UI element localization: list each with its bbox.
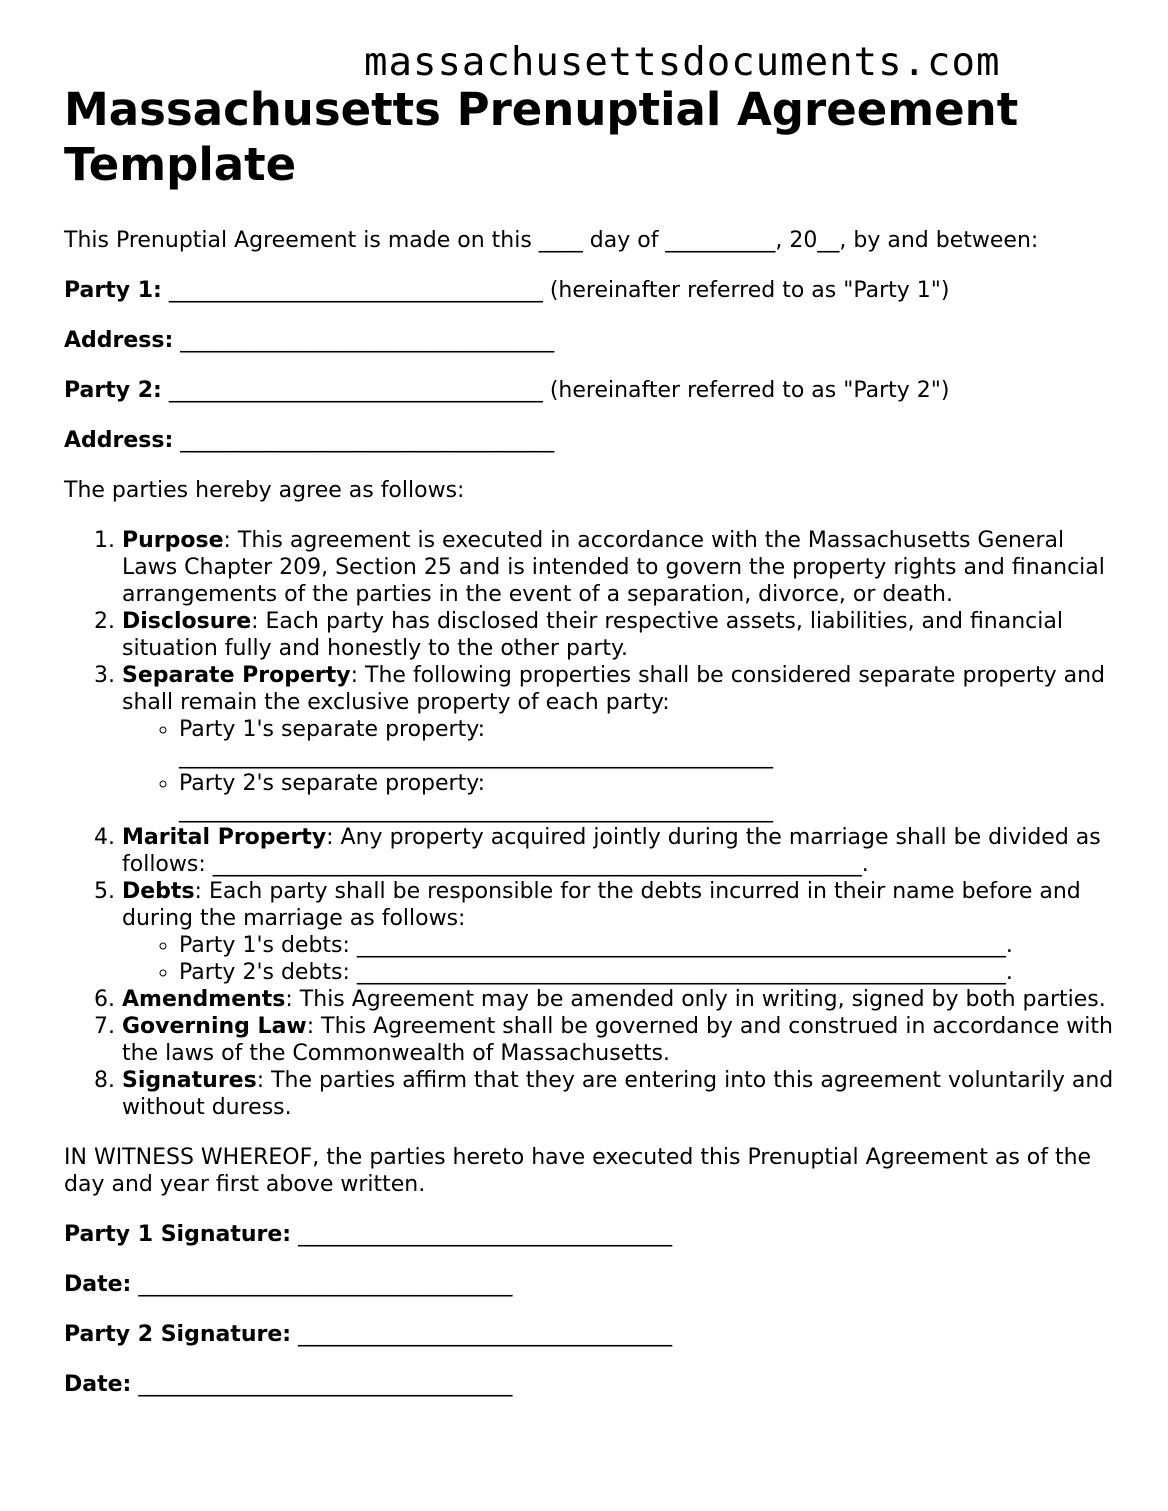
clause-separate-property	[122, 662, 1114, 824]
field-blank: __________________________________	[291, 1222, 673, 1247]
sub-blank: ______________________________________________________	[179, 744, 773, 769]
clause-text: : Each party shall be responsible for the debts incurred in their name before and during the marriage as follows:	[122, 879, 1081, 931]
clause-marital-property	[122, 824, 1114, 878]
clause-purpose	[122, 527, 1114, 608]
clauses-list	[64, 527, 1114, 1121]
clause-amendments	[122, 986, 1114, 1013]
witness-paragraph: IN WITNESS WHEREOF, the parties hereto have executed this Prenuptial Agreement as of the day and year first above written.	[64, 1145, 1092, 1197]
party-1-date-field	[64, 1271, 1114, 1298]
field-blank: __________________________________	[173, 328, 555, 353]
party-2-date-field	[64, 1371, 1114, 1398]
party-1-signature-field	[64, 1221, 1114, 1248]
clause-disclosure	[122, 608, 1114, 662]
party-2-address-field	[64, 427, 1114, 454]
clause-title: Governing Law	[122, 1014, 307, 1039]
list-item: ◦ Party 2's debts: ___________________________________________________________.	[179, 959, 1114, 986]
list-item: ◦ Party 1's debts: ___________________________________________________________.	[179, 932, 1114, 959]
sub-label: Party 1's separate property:	[179, 717, 486, 742]
document-title: Massachusetts Prenuptial Agreement Template	[64, 83, 1019, 191]
clause-text: : This agreement is executed in accordance with the Massachusetts General Laws Chapter 209, Section 25 and is intended to govern the property rights and financial arrangements of the parties in the event of a separation, divorce, or death.	[122, 528, 1105, 607]
field-label: Address:	[64, 328, 174, 353]
field-label: Date:	[64, 1372, 132, 1397]
document-page	[64, 82, 1114, 1398]
party-1-address-field	[64, 327, 1114, 354]
sub-label: Party 2's separate property:	[179, 771, 486, 796]
intro-paragraph: This Prenuptial Agreement is made on this ____ day of __________, 20__, by and between:	[64, 228, 1039, 253]
clause-signatures	[122, 1067, 1114, 1121]
field-blank: __________________________________	[131, 1272, 513, 1297]
clause-text: : This Agreement may be amended only in writing, signed by both parties.	[285, 987, 1106, 1012]
clause-title: Disclosure	[122, 609, 252, 634]
field-label: Party 1 Signature:	[64, 1222, 292, 1247]
clause-text: : This Agreement shall be governed by and construed in accordance with the laws of the Commonwealth of Massachusetts.	[122, 1014, 1113, 1066]
clause-title: Purpose	[122, 528, 224, 553]
field-blank: __________________________________ (hereinafter referred to as "Party 2")	[161, 378, 950, 403]
list-item	[179, 770, 1114, 824]
agree-paragraph: The parties hereby agree as follows:	[64, 478, 465, 503]
field-blank: __________________________________ (hereinafter referred to as "Party 1")	[161, 278, 950, 303]
clause-title: Signatures	[122, 1068, 257, 1093]
sub-blank: ______________________________________________________	[179, 798, 773, 823]
party-1-field	[64, 277, 1114, 304]
clause-title: Debts	[122, 879, 195, 904]
field-blank: __________________________________	[131, 1372, 513, 1397]
field-label: Party 2:	[64, 378, 162, 403]
field-label: Party 2 Signature:	[64, 1322, 292, 1347]
clause-text: : The following properties shall be considered separate property and shall remain the exclusive property of each party:	[122, 663, 1106, 715]
clause-title: Amendments	[122, 987, 286, 1012]
clause-title: Separate Property	[122, 663, 351, 688]
clause-text: : Each party has disclosed their respective assets, liabilities, and financial situation fully and honestly to the other party.	[122, 609, 1063, 661]
party-2-signature-field	[64, 1321, 1114, 1348]
field-blank: __________________________________	[291, 1322, 673, 1347]
clause-text: : Any property acquired jointly during the marriage shall be divided as follows: ___________________________________________________________.	[122, 825, 1101, 877]
site-watermark: massachusettsdocuments.com	[364, 40, 1001, 85]
field-label: Date:	[64, 1272, 132, 1297]
separate-property-list	[122, 716, 1114, 824]
party-2-field	[64, 377, 1114, 404]
clause-title: Marital Property	[122, 825, 327, 850]
field-blank: __________________________________	[173, 428, 555, 453]
debts-list	[122, 932, 1114, 986]
field-label: Party 1:	[64, 278, 162, 303]
list-item	[179, 716, 1114, 770]
clause-governing-law	[122, 1013, 1114, 1067]
clause-debts	[122, 878, 1114, 986]
clause-text: : The parties affirm that they are entering into this agreement voluntarily and without duress.	[122, 1068, 1114, 1120]
field-label: Address:	[64, 428, 174, 453]
